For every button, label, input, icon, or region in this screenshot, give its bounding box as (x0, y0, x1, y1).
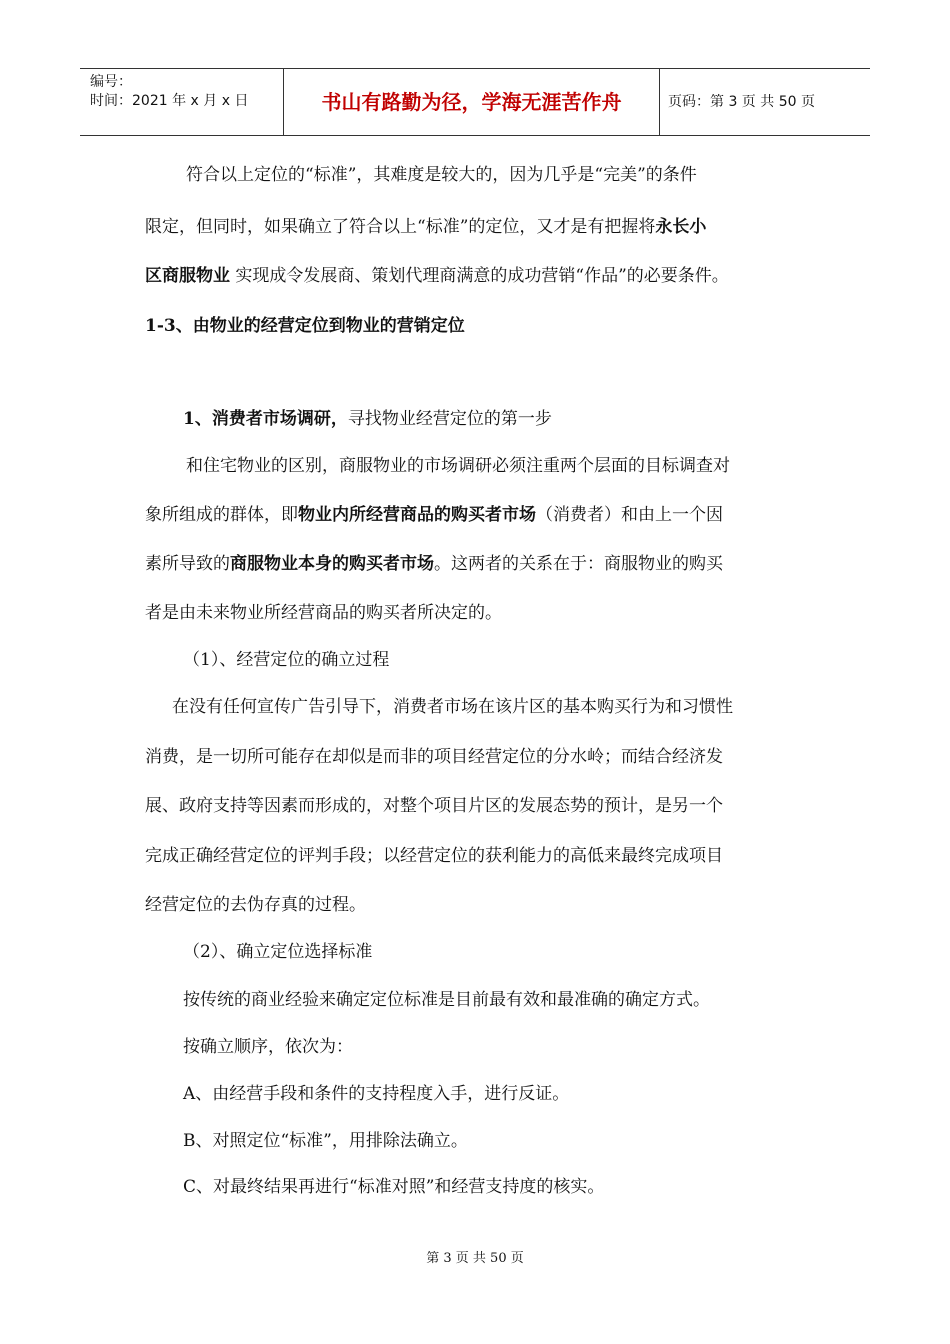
list-item-heading: （1）、经营定位的确立过程 (183, 650, 390, 670)
paragraph-line: 者是由未来物业所经营商品的购买者所决定的。 (145, 603, 502, 623)
paragraph-line: 展、政府支持等因素而形成的，对整个项目片区的发展态势的预计，是另一个 (145, 796, 723, 816)
section-heading: 1-3、由物业的经营定位到物业的营销定位 (145, 316, 465, 336)
list-item: B、对照定位“标准”，用排除法确立。 (183, 1131, 468, 1151)
document-number-label: 编号： (90, 74, 132, 90)
paragraph-line: 在没有任何宣传广告引导下，消费者市场在该片区的基本购买行为和习惯性 (172, 697, 733, 717)
paragraph-line (145, 212, 706, 237)
bold-text-run: 商服物业本身的购买者市场 (230, 554, 434, 574)
page-header (80, 68, 870, 136)
paragraph-line: 符合以上定位的“标准”，其难度是较大的，因为几乎是“完美”的条件 (186, 165, 697, 185)
paragraph-line: 完成正确经营定位的评判手段；以经营定位的获利能力的高低来最终完成项目 (145, 846, 723, 866)
paragraph-line: 消费，是一切所可能存在却似是而非的项目经营定位的分水岭；而结合经济发 (145, 747, 723, 767)
paragraph-line (145, 261, 729, 286)
bold-text-run: 区商服物业 (145, 266, 230, 286)
text-run: （消费者）和由上一个因 (536, 505, 723, 525)
document-date: 时间：2021 年 x 月 x 日 (90, 93, 249, 109)
text-run: 。这两者的关系在于：商服物业的购买 (434, 554, 723, 574)
header-motto: 书山有路勤为径，学海无涯苦作舟 (284, 69, 660, 135)
header-page-info: 页码：第 3 页 共 50 页 (668, 94, 815, 110)
bold-text-run: 永长小 (655, 217, 707, 237)
paragraph-line: 和住宅物业的区别，商服物业的市场调研必须注重两个层面的目标调查对 (186, 456, 730, 476)
paragraph-line: 经营定位的去伪存真的过程。 (145, 895, 366, 915)
text-run: 寻找物业经营定位的第一步 (347, 409, 552, 429)
page-footer: 第 3 页 共 50 页 (426, 1251, 524, 1266)
paragraph-line (145, 500, 723, 525)
text-run: 素所导致的 (145, 554, 230, 574)
bold-text-run: 1、消费者市场调研， (183, 409, 348, 429)
paragraph-line (145, 549, 723, 574)
header-meta (80, 69, 284, 135)
text-run: 实现成令发展商、策划代理商满意的成功营销“作品”的必要条件。 (235, 266, 729, 286)
list-item-heading: （2）、确立定位选择标准 (183, 942, 373, 962)
list-item: A、由经营手段和条件的支持程度入手，进行反证。 (183, 1084, 570, 1104)
list-item: C、对最终结果再进行“标准对照”和经营支持度的核实。 (183, 1177, 605, 1197)
text-run: 象所组成的群体，即 (145, 505, 298, 525)
text-run: 限定，但同时，如果确立了符合以上“标准”的定位，又才是有把握将 (145, 217, 656, 237)
paragraph-line: 按传统的商业经验来确定定位标准是目前最有效和最准确的确定方式。 (183, 990, 710, 1010)
subsection-heading (183, 404, 552, 429)
paragraph-line: 按确立顺序，依次为： (183, 1037, 353, 1057)
bold-text-run: 物业内所经营商品的购买者市场 (298, 505, 536, 525)
